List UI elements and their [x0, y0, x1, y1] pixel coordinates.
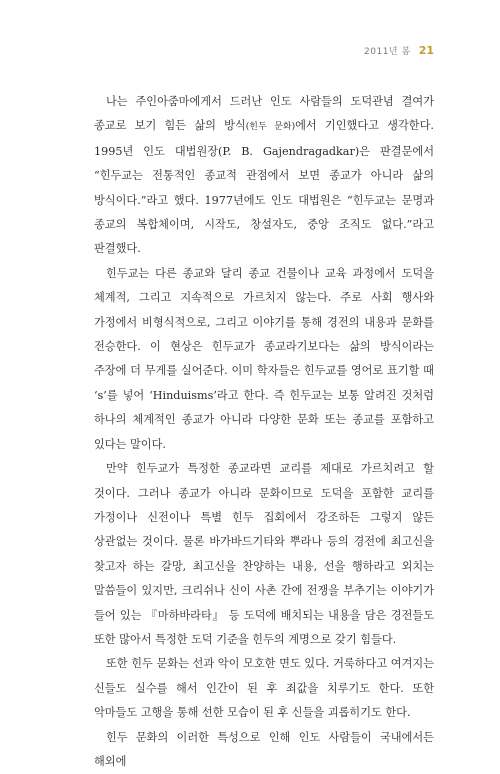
page-number: 21 [418, 44, 434, 57]
page-header [364, 44, 434, 57]
paragraph-1-text-before: 나는 주인아줌마에게서 드러난 인도 사람들의 도덕관념 결여가 종교로 보기 힘든 삶의 방식 [94, 95, 434, 133]
paragraph-5: 힌두 문화의 이러한 특성으로 인해 인도 사람들이 국내에서든 해외에 [94, 730, 434, 768]
running-head: 2011년 봄 [364, 47, 411, 57]
paragraph-4: 또한 힌두 문화는 선과 악이 모호한 면도 있다. 거룩하다고 여겨지는 신들도 실수를 해서 인간이 된 후 죄값을 치루기도 한다. 또한 악마들도 고행을 통해 선한 모습이 된 후 신들을 괴롭히기도 한다. [94, 657, 434, 720]
paragraph-1-note: (힌두 문화) [245, 122, 296, 133]
paragraph-2: 힌두교는 다른 종교와 달리 종교 건물이나 교육 과정에서 도덕을 체계적, 그리고 지속적으로 가르치지 않는다. 주로 사회 행사와 가정에서 비형식적으로, 그리고 이야기를 통해 경전의 내용과 문화를 전승한다. 이 현상은 힌두교가 종교라기보다는 삶의 방식이라는 주장에 더 무게를 실어준다. 이미 학자들은 힌두교를 영어로 표기할 때 ‘s’를 넣어 ‘Hinduisms’라고 한다. 즉 힌두교는 보통 알려진 것처럼 하나의 체계적인 종교가 아니라 다양한 문화 또는 종교를 포함하고 있다는 말이다. [94, 266, 434, 451]
paragraph-1-text-after: 에서 기인했다고 생각한다. 1995년 인도 대법원장(P. B. Gajendragadkar)은 판결문에서 “힌두교는 전통적인 종교적 관점에서 보면 종교가 아니라 삶의 방식이다.”라고 했다. 1977년에도 인도 대법원은 “힌두교는 문명과 종교의 복합체이며, 시작도, 창설자도, 중앙 조직도 없다.”라고 판결했다. [94, 119, 434, 256]
paragraph-1 [94, 90, 434, 262]
paragraph-3: 만약 힌두교가 특정한 종교라면 교리를 제대로 가르치려고 할 것이다. 그러나 종교가 아니라 문화이므로 도덕을 포함한 교리를 가정이나 신전이나 특별 힌두 집회에서 강조하든 그렇지 않든 상관없는 것이다. 물론 바가바드기타와 뿌라나 등의 경전에 최고신을 찾고자 하는 갈망, 최고신을 찬양하는 내용, 선을 행하라고 외치는 말씀들이 있지만, 크리쉬나 신이 사촌 간에 전쟁을 부추기는 이야기가 들어 있는 『마하바라타』 등 도덕에 배치되는 내용을 담은 경전들도 또한 많아서 특정한 도덕 기준을 힌두의 계명으로 갖기 힘들다. [94, 462, 434, 646]
body-text [94, 90, 434, 774]
